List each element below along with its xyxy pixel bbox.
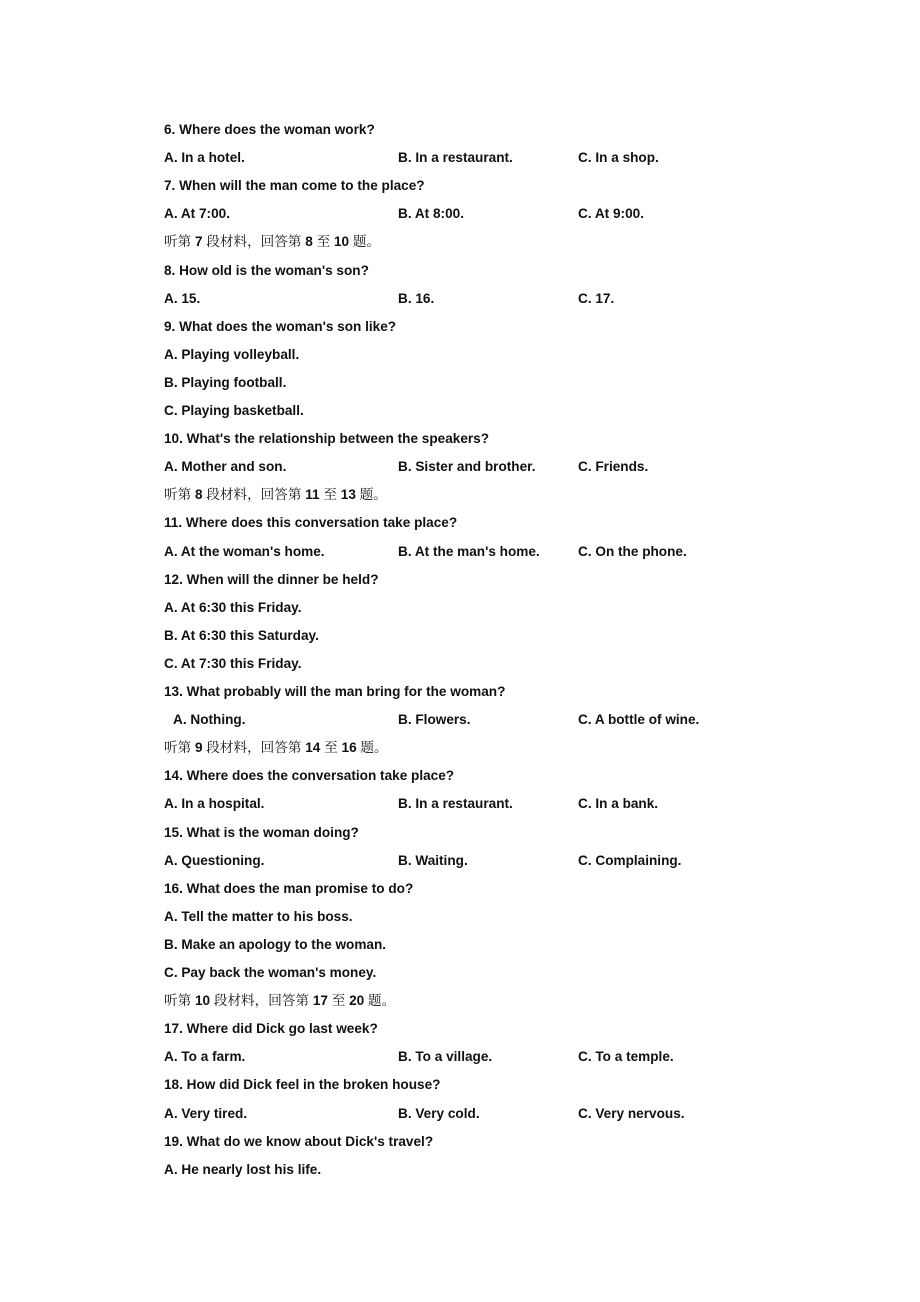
- section-instruction: 听第 8 段材料，回答第 11 至 13 题。: [164, 487, 387, 503]
- section-instruction: 听第 10 段材料，回答第 17 至 20 题。: [164, 993, 396, 1009]
- answer-option: C. Friends.: [578, 459, 649, 475]
- section-instruction: 听第 9 段材料，回答第 14 至 16 题。: [164, 740, 388, 756]
- answer-option: A. Very tired.: [164, 1105, 248, 1121]
- question: 16. What does the man promise to do?: [164, 880, 414, 896]
- answer-option: B. 16.: [398, 290, 435, 306]
- question: 17. Where did Dick go last week?: [164, 1021, 378, 1037]
- section-instruction: 听第 7 段材料，回答第 8 至 10 题。: [164, 234, 381, 250]
- question: 8. How old is the woman's son?: [164, 262, 369, 278]
- question: 6. Where does the woman work?: [164, 122, 375, 137]
- answer-option: C. To a temple.: [578, 1049, 674, 1065]
- answer-option: C. Pay back the woman's money.: [164, 965, 377, 980]
- question: 14. Where does the conversation take place?: [164, 768, 455, 784]
- answer-option: A. Mother and son.: [164, 459, 287, 475]
- answer-option: A. At 6:30 this Friday.: [164, 599, 302, 615]
- answer-option: B. At the man's home.: [398, 543, 540, 559]
- answer-option: B. In a restaurant.: [398, 796, 513, 812]
- answer-option: B. In a restaurant.: [398, 150, 513, 166]
- question: 10. What's the relationship between the speakers?: [164, 431, 490, 447]
- answer-option: B. Sister and brother.: [398, 459, 536, 475]
- answer-option: B. Flowers.: [398, 712, 471, 728]
- question: 18. How did Dick feel in the broken house?: [164, 1077, 441, 1093]
- answer-option: B. Very cold.: [398, 1105, 480, 1121]
- answer-option: B. Waiting.: [398, 852, 468, 868]
- answer-option: A. Tell the matter to his boss.: [164, 908, 353, 924]
- answer-option: A. Playing volleyball.: [164, 346, 300, 362]
- question: 13. What probably will the man bring for the woman?: [164, 684, 506, 699]
- question: 15. What is the woman doing?: [164, 824, 359, 840]
- answer-option: A. Nothing.: [173, 712, 246, 728]
- answer-option: B. At 6:30 this Saturday.: [164, 627, 319, 643]
- question: 7. When will the man come to the place?: [164, 178, 425, 194]
- answer-option: A. To a farm.: [164, 1049, 246, 1065]
- answer-option: A. At the woman's home.: [164, 543, 325, 559]
- question: 11. Where does this conversation take place?: [164, 515, 458, 531]
- answer-option: A. 15.: [164, 290, 201, 306]
- answer-option: B. Make an apology to the woman.: [164, 936, 387, 952]
- answer-option: C. A bottle of wine.: [578, 712, 700, 728]
- answer-option: C. Very nervous.: [578, 1105, 685, 1121]
- answer-option: C. In a bank.: [578, 796, 659, 812]
- answer-option: C. Playing basketball.: [164, 403, 304, 418]
- answer-option: B. Playing football.: [164, 374, 287, 390]
- answer-option: C. 17.: [578, 290, 615, 306]
- answer-option: A. Questioning.: [164, 852, 265, 868]
- answer-option: B. At 8:00.: [398, 206, 464, 222]
- answer-option: C. Complaining.: [578, 852, 682, 868]
- answer-option: B. To a village.: [398, 1049, 493, 1065]
- answer-option: C. On the phone.: [578, 543, 687, 559]
- answer-option: C. In a shop.: [578, 150, 659, 166]
- question: 19. What do we know about Dick's travel?: [164, 1133, 434, 1149]
- answer-option: A. In a hotel.: [164, 150, 245, 166]
- answer-option: A. At 7:00.: [164, 206, 230, 222]
- question: 12. When will the dinner be held?: [164, 571, 379, 587]
- question: 9. What does the woman's son like?: [164, 318, 397, 334]
- answer-option: C. At 9:00.: [578, 206, 644, 222]
- answer-option: C. At 7:30 this Friday.: [164, 655, 302, 671]
- answer-option: A. In a hospital.: [164, 796, 265, 812]
- answer-option: A. He nearly lost his life.: [164, 1161, 322, 1177]
